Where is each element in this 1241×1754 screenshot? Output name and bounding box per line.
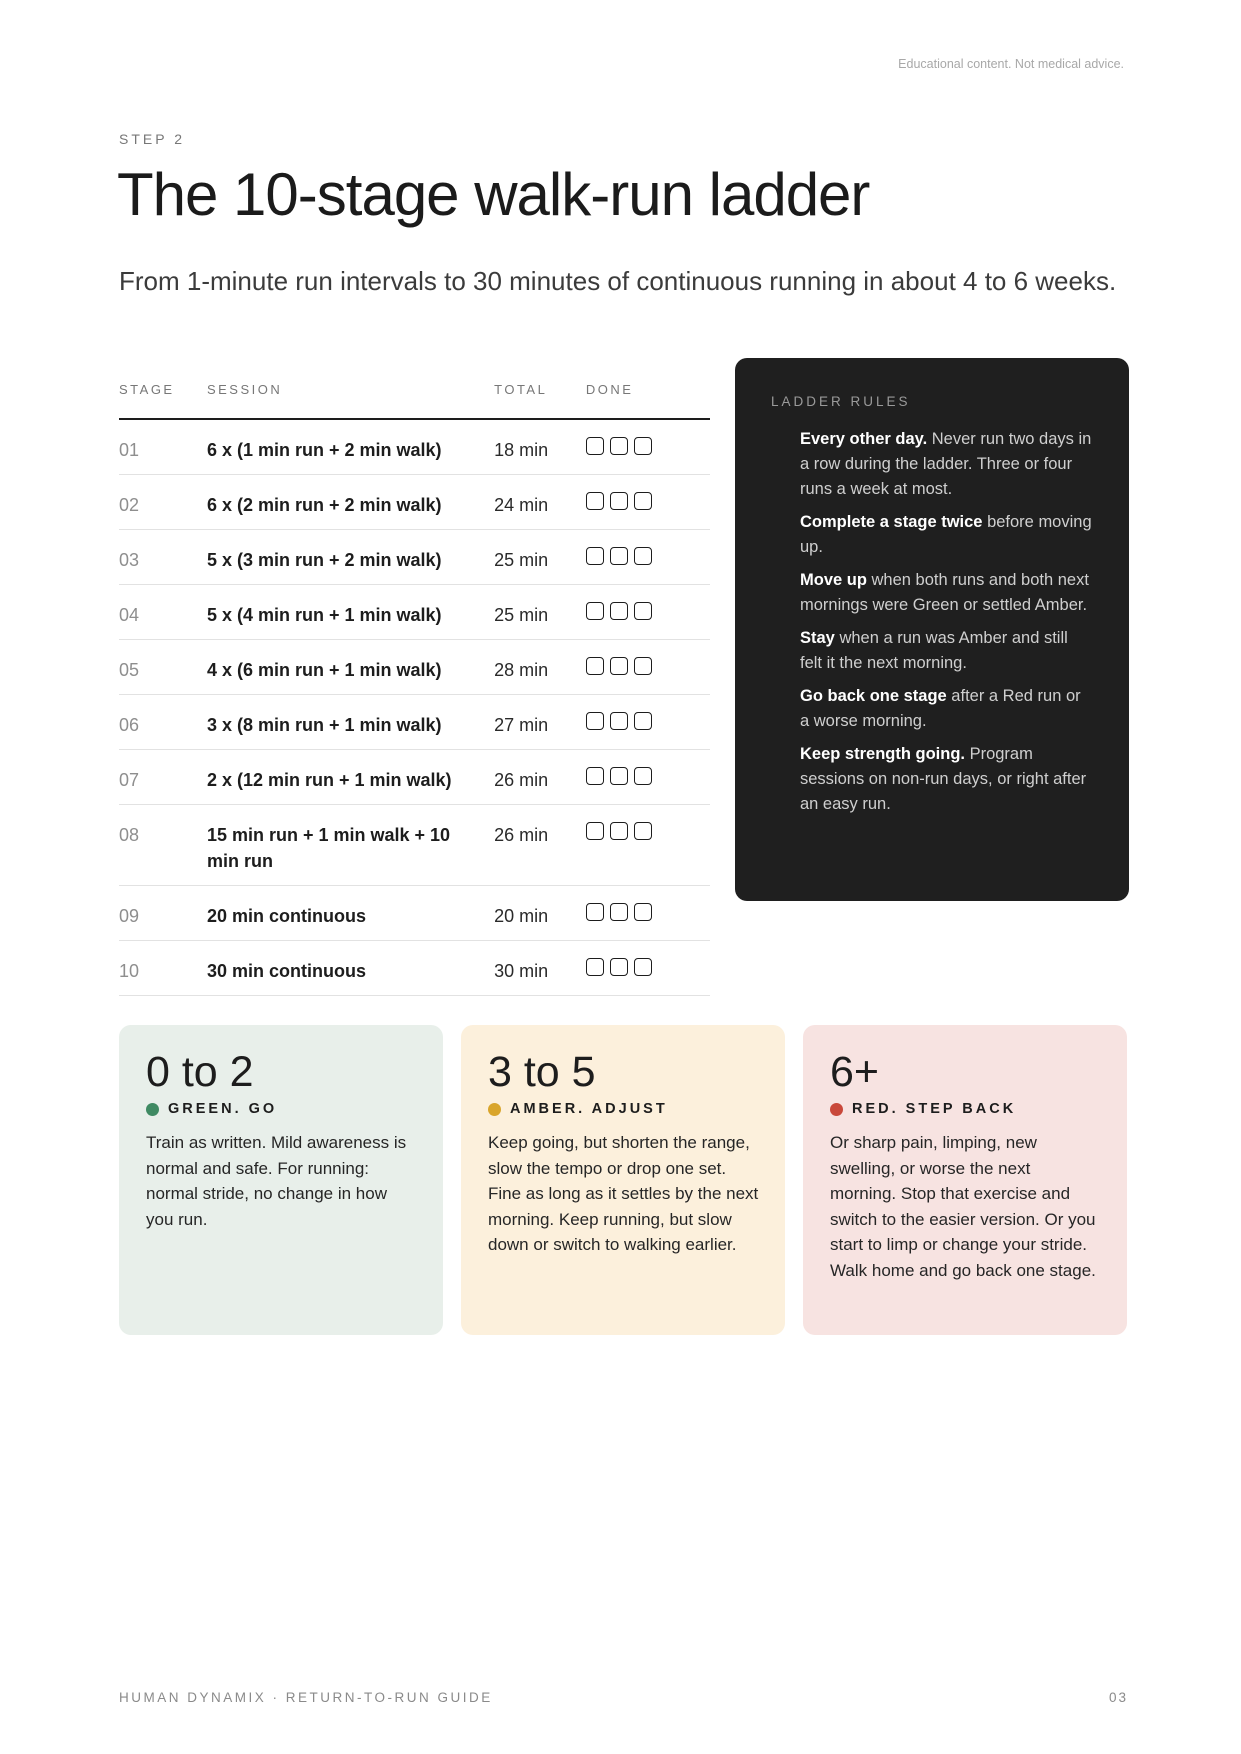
session-description: 30 min continuous (207, 941, 494, 996)
rules-title: LADDER RULES (771, 394, 911, 409)
stage-number: 08 (119, 805, 207, 886)
done-checkboxes (586, 585, 710, 640)
session-total: 24 min (494, 475, 586, 530)
done-checkbox[interactable] (610, 903, 628, 921)
table-row (119, 475, 710, 530)
page-title: The 10-stage walk-run ladder (117, 161, 870, 228)
stage-number: 01 (119, 419, 207, 475)
session-description: 2 x (12 min run + 1 min walk) (207, 750, 494, 805)
zone-range: 6+ (830, 1048, 880, 1096)
done-checkboxes (586, 530, 710, 585)
done-checkbox[interactable] (634, 602, 652, 620)
done-checkbox[interactable] (634, 437, 652, 455)
done-checkbox[interactable] (586, 437, 604, 455)
session-description: 4 x (6 min run + 1 min walk) (207, 640, 494, 695)
done-checkbox[interactable] (586, 492, 604, 510)
column-header-total: TOTAL (494, 374, 586, 419)
rule-item: Every other day. Never run two days in a row during the ladder. Three or four runs a week at most. (800, 430, 1092, 498)
session-description: 6 x (1 min run + 2 min walk) (207, 419, 494, 475)
rule-item: Complete a stage twice before moving up. (800, 513, 1092, 556)
amber-dot-icon (488, 1103, 501, 1116)
done-checkboxes (586, 695, 710, 750)
session-description: 6 x (2 min run + 2 min walk) (207, 475, 494, 530)
zone-card-amber (461, 1025, 785, 1335)
done-checkbox[interactable] (610, 437, 628, 455)
done-checkbox[interactable] (634, 657, 652, 675)
step-label: STEP 2 (119, 131, 185, 147)
session-total: 26 min (494, 750, 586, 805)
zone-card-green (119, 1025, 443, 1335)
done-checkbox[interactable] (610, 712, 628, 730)
red-dot-icon (830, 1103, 843, 1116)
done-checkbox[interactable] (586, 767, 604, 785)
done-checkbox[interactable] (610, 822, 628, 840)
done-checkbox[interactable] (634, 822, 652, 840)
done-checkboxes (586, 886, 710, 941)
session-total: 20 min (494, 886, 586, 941)
zone-label: AMBER. ADJUST (488, 1101, 759, 1117)
column-header-session: SESSION (207, 374, 494, 419)
done-checkbox[interactable] (586, 822, 604, 840)
table-row (119, 886, 710, 941)
session-total: 28 min (494, 640, 586, 695)
stage-number: 02 (119, 475, 207, 530)
done-checkbox[interactable] (610, 492, 628, 510)
rule-item: Go back one stage after a Red run or a worse morning. (800, 687, 1081, 730)
session-total: 27 min (494, 695, 586, 750)
footer-brand: HUMAN DYNAMIX · RETURN-TO-RUN GUIDE (119, 1690, 493, 1705)
done-checkbox[interactable] (610, 958, 628, 976)
ladder-table (119, 374, 710, 996)
stage-number: 05 (119, 640, 207, 695)
stage-number: 03 (119, 530, 207, 585)
done-checkboxes (586, 750, 710, 805)
done-checkbox[interactable] (634, 903, 652, 921)
session-description: 5 x (4 min run + 1 min walk) (207, 585, 494, 640)
done-checkbox[interactable] (586, 903, 604, 921)
zone-description: Keep going, but shorten the range, slow the tempo or drop one set. Fine as long as it settles by the next morning. Keep running, but slow down or switch to walking earlier. (488, 1133, 759, 1254)
table-row (119, 750, 710, 805)
zone-range: 3 to 5 (488, 1048, 596, 1096)
zone-range: 0 to 2 (146, 1048, 254, 1096)
done-checkbox[interactable] (586, 712, 604, 730)
session-total: 18 min (494, 419, 586, 475)
done-checkbox[interactable] (586, 602, 604, 620)
zone-description: Train as written. Mild awareness is normal and safe. For running: normal stride, no change in how you run. (146, 1133, 407, 1229)
table-row (119, 640, 710, 695)
stage-number: 06 (119, 695, 207, 750)
done-checkbox[interactable] (586, 958, 604, 976)
page-subtitle: From 1-minute run intervals to 30 minutes of continuous running in about 4 to 6 weeks. (119, 266, 1117, 296)
done-checkbox[interactable] (634, 767, 652, 785)
table-row (119, 419, 710, 475)
session-description: 15 min run + 1 min walk + 10 min run (207, 805, 494, 886)
stage-number: 07 (119, 750, 207, 805)
done-checkbox[interactable] (634, 712, 652, 730)
done-checkboxes (586, 640, 710, 695)
done-checkbox[interactable] (610, 767, 628, 785)
session-total: 25 min (494, 585, 586, 640)
ladder-rules-panel (735, 358, 1129, 901)
zone-card-red (803, 1025, 1127, 1335)
session-total: 30 min (494, 941, 586, 996)
stage-number: 04 (119, 585, 207, 640)
done-checkboxes (586, 941, 710, 996)
table-row (119, 695, 710, 750)
stage-number: 09 (119, 886, 207, 941)
session-total: 26 min (494, 805, 586, 886)
done-checkboxes (586, 419, 710, 475)
done-checkbox[interactable] (586, 547, 604, 565)
disclaimer: Educational content. Not medical advice. (898, 57, 1124, 71)
done-checkboxes (586, 475, 710, 530)
table-row (119, 941, 710, 996)
done-checkbox[interactable] (610, 657, 628, 675)
rule-item: Keep strength going. Program sessions on non-run days, or right after an easy run. (800, 745, 1087, 813)
done-checkbox[interactable] (634, 492, 652, 510)
green-dot-icon (146, 1103, 159, 1116)
session-total: 25 min (494, 530, 586, 585)
done-checkbox[interactable] (610, 602, 628, 620)
done-checkboxes (586, 805, 710, 886)
table-row (119, 530, 710, 585)
done-checkbox[interactable] (610, 547, 628, 565)
zone-label: RED. STEP BACK (830, 1101, 1101, 1117)
done-checkbox[interactable] (634, 547, 652, 565)
session-description: 20 min continuous (207, 886, 494, 941)
stage-number: 10 (119, 941, 207, 996)
table-header-row (119, 374, 710, 419)
session-description: 5 x (3 min run + 2 min walk) (207, 530, 494, 585)
session-description: 3 x (8 min run + 1 min walk) (207, 695, 494, 750)
done-checkbox[interactable] (634, 958, 652, 976)
column-header-stage: STAGE (119, 374, 207, 419)
rule-item: Stay when a run was Amber and still felt it the next morning. (800, 629, 1068, 672)
done-checkbox[interactable] (586, 657, 604, 675)
table-row (119, 585, 710, 640)
zone-description: Or sharp pain, limping, new swelling, or worse the next morning. Stop that exercise and switch to the easier version. Or you start to limp or change your stride. Walk home and go back one stage. (830, 1133, 1096, 1280)
page-number: 03 (1108, 1690, 1128, 1705)
column-header-done: DONE (586, 374, 710, 419)
rule-item: Move up when both runs and both next mornings were Green or settled Amber. (800, 571, 1089, 614)
zone-label: GREEN. GO (146, 1101, 417, 1117)
table-row (119, 805, 710, 886)
